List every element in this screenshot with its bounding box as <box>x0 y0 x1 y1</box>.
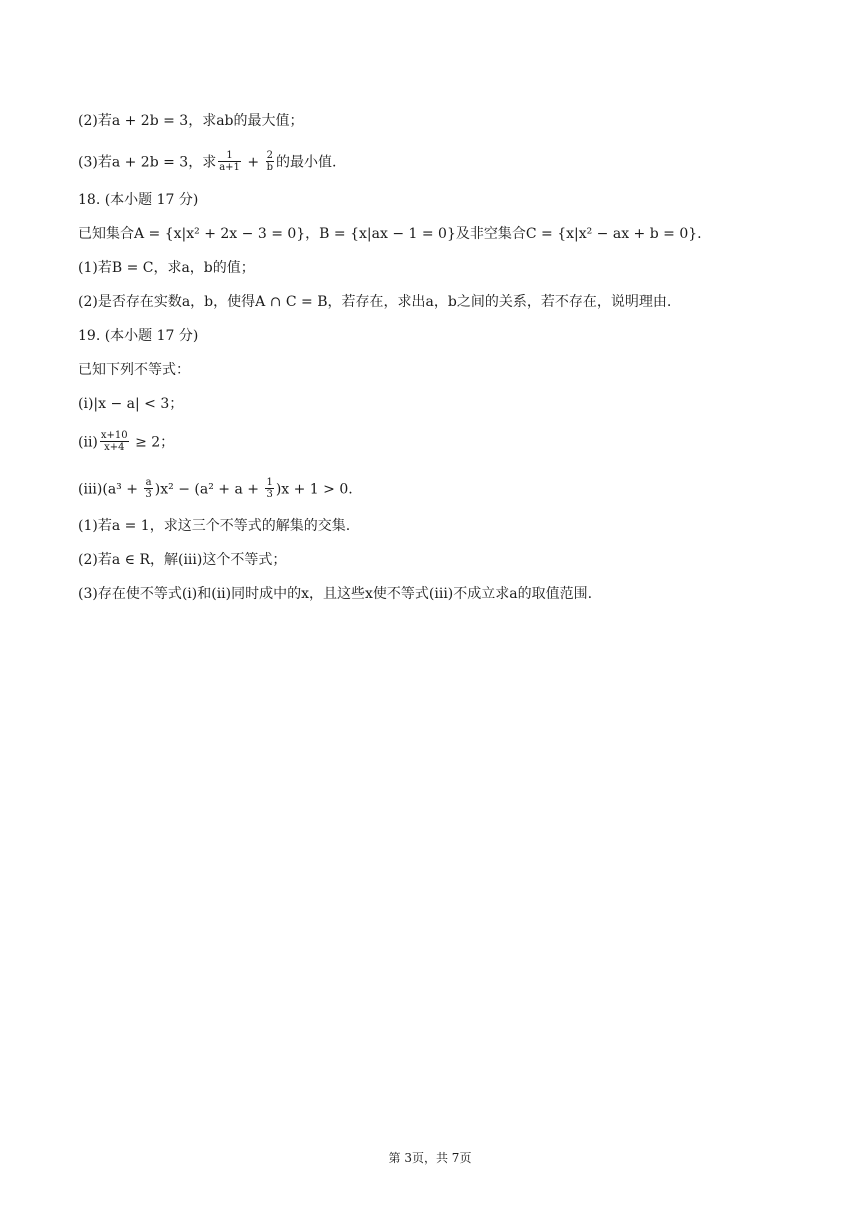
fraction-denominator: x+4 <box>104 442 125 453</box>
q19-inequality-ii <box>78 431 174 454</box>
fraction-numerator: a <box>145 477 152 488</box>
inequality-ii-prefix: (ii) <box>78 434 98 451</box>
fraction-a-over-3 <box>144 477 152 500</box>
fraction-1-over-a-plus-1 <box>218 150 241 173</box>
fraction-numerator: 1 <box>218 150 241 162</box>
plus-sign: + <box>242 154 264 171</box>
q18-part1: (1)若B = C，求a，b的值； <box>78 260 255 276</box>
fraction-x-plus-10-over-x-plus-4 <box>100 430 129 453</box>
fraction-numerator: 2 <box>266 150 273 161</box>
q17-part3-suffix: 的最小值. <box>275 154 337 171</box>
inequality-ii-suffix: ≥ 2； <box>130 434 175 451</box>
fraction-numerator: x+10 <box>100 430 128 441</box>
q19-header: 19. (本小题 17 分) <box>78 328 199 344</box>
inequality-iii-part2: )x² − (a² + a + <box>154 481 264 498</box>
q17-part2: (2)若a + 2b = 3，求ab的最大值； <box>78 113 304 129</box>
q17-part3 <box>78 151 336 174</box>
page-footer: 第 3页，共 7页 <box>388 1151 472 1165</box>
q18-stem: 已知集合A = {x|x² + 2x − 3 = 0}，B = {x|ax − 1 = 0}及非空集合C = {x|x² − ax + b = 0}. <box>78 226 702 242</box>
q18-part2: (2)是否存在实数a，b，使得A ∩ C = B，若存在，求出a，b之间的关系，若不存在，说明理由. <box>78 294 672 310</box>
fraction-denominator: 3 <box>145 489 152 500</box>
fraction-2-over-b <box>266 150 274 173</box>
q19-stem: 已知下列不等式： <box>78 362 190 378</box>
fraction-1-over-3 <box>265 477 273 500</box>
q17-part3-prefix: (3)若a + 2b = 3，求 <box>78 154 217 171</box>
fraction-denominator: a+1 <box>219 162 240 173</box>
fraction-numerator: 1 <box>266 477 273 488</box>
fraction-denominator: 3 <box>266 489 273 500</box>
q19-inequality-i: (i)|x − a| < 3； <box>78 396 184 412</box>
q19-part1: (1)若a = 1，求这三个不等式的解集的交集. <box>78 518 351 534</box>
fraction-denominator: b <box>266 162 273 173</box>
q18-header: 18. (本小题 17 分) <box>78 192 199 208</box>
inequality-iii-part3: )x + 1 > 0. <box>275 481 353 498</box>
inequality-iii-part1: (iii)(a³ + <box>78 481 143 498</box>
q19-inequality-iii <box>78 478 353 501</box>
q19-part3: (3)存在使不等式(i)和(ii)同时成中的x，且这些x使不等式(iii)不成立求a的取值范围. <box>78 586 593 602</box>
q19-part2: (2)若a ∈ R，解(iii)这个不等式； <box>78 552 287 568</box>
